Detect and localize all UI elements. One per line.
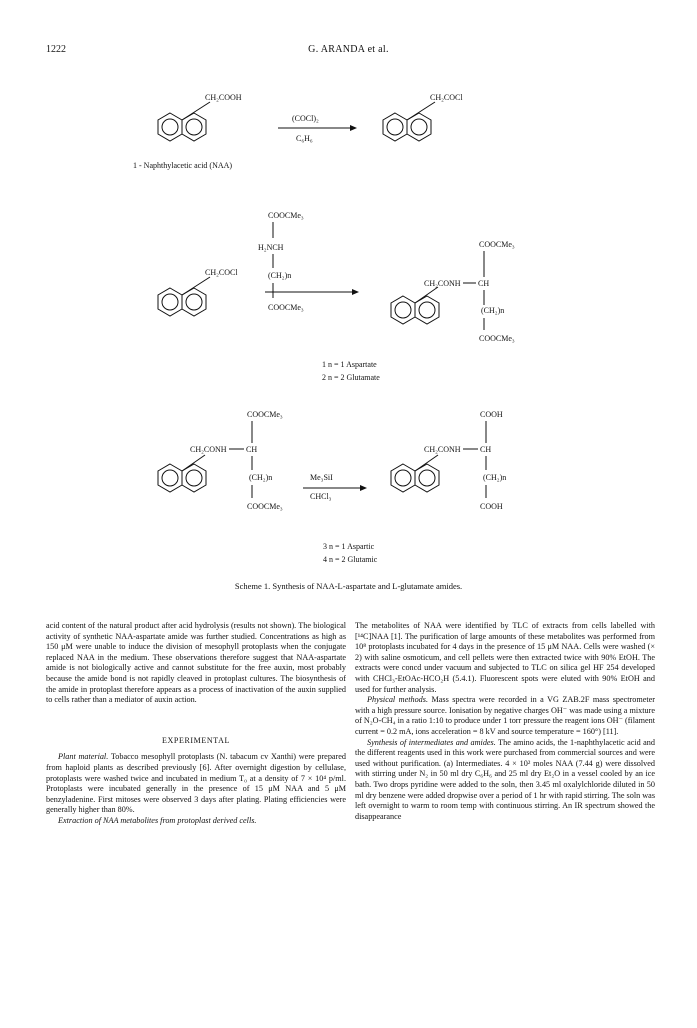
deprot-top-group: COOCMe₃: [247, 410, 283, 419]
product-1-label: 1 n = 1 Aspartate: [322, 360, 377, 369]
plant-material-body: Tobacco mesophyll protoplasts (N. tabacum cv Xanthi) were prepared from haploid plants as described previously [6]. After overnight digestion by cellulase, protoplasts were washed twice and incubated in medium T₀ at a density of 7 × 10⁴ p/ml. Protoplasts were incubated generally in the presence of 15 μM NAA and 5 μM benzyladenine. First mitoses were observed 3 days after plating. Plating efficiencies were generally higher than 80%.: [46, 752, 347, 815]
synthesis-lead: Synthesis of intermediates and amides.: [367, 737, 496, 747]
amide-ester-structure: [391, 240, 515, 343]
product-2-label: 2 n = 2 Glutamate: [322, 373, 380, 382]
left-column: [46, 621, 346, 827]
ester-top-group: COOCMe₃: [268, 211, 304, 220]
deprot-chain: (CH₂)n: [249, 473, 273, 482]
chlorination-reagent-bottom: C₆H₆: [296, 134, 313, 143]
extraction-lead: Extraction of NAA metabolites from protoplast derived cells.: [58, 815, 257, 825]
left-paragraph-1: acid content of the natural product after acid hydrolysis (results not shown). The biological activity of synthetic NAA-aspartate amide was further studied. Concentrations as high as 150 μM were unable to induce the division of mesophyll protoplasts when the conjugate replaced NAA in the medium. These observations therefore suggest that NAA-aspartate amide is not biologically active and cannot substitute for the free auxin, most probably because the amide bond is not rapidly cleaved in protoplast cultures. The biosynthesis of the amide in protoplast therefore appears as a process of inactivation of the auxin supplied to cells rather than a mediator of auxin action.: [46, 621, 346, 705]
right-paragraph-3: [355, 738, 655, 823]
ester-chain-label: (CH₂)n: [268, 271, 292, 280]
amide-acid-ch: CH: [480, 445, 492, 454]
right-column: [355, 621, 655, 822]
acid-chloride-structure: [383, 93, 463, 141]
amide-acid-bottom-cooh: COOH: [480, 502, 503, 511]
deprot-reagent-top: Me₃SiI: [310, 473, 333, 482]
chlorination-reagent-top: (COCl)₂: [292, 114, 319, 123]
scheme-caption: Scheme 1. Synthesis of NAA-L-aspartate and L-glutamate amides.: [234, 581, 463, 591]
left-paragraph-2: [46, 752, 346, 816]
deprotection-arrow: [303, 473, 367, 501]
physical-methods-body: Mass spectra were recorded in a VG ZAB.2F mass spectrometer with a high pressure source. Ionisation by negative charges OH⁻ was made using a mixture of N₂O-CH₄ in a ratio 1:10 to produce under 1 torr pressure the reagent ions OH⁻ (filament current = 0.2 mA, ions acceleration = 8 kV and source temperature = 160°) [11].: [355, 695, 656, 736]
naa-name-label: 1 - Naphthylacetic acid (NAA): [133, 161, 233, 170]
reactant-acid-chloride: [158, 268, 238, 316]
amide-acid-substituent: CH₂CONH: [424, 445, 461, 454]
deprot-reagent-bottom: CHCl₃: [310, 492, 332, 501]
reactant-acid-chloride-label: CH₂COCl: [205, 268, 238, 277]
synthesis-body: The amino acids, the 1-naphthylacetic acid and the different reagents used in this work were purchased from commercial sources and were used without purification. (a) Intermediates. 4 × 10² moles NAA (7.44 g) were dissolved with stirring under N₂ in 50 ml dry C₆H₆ and 25 ml dry Et₂O in a vessel cooled by an ice bath. Two drops pyridine were added to the soln, then 3.45 ml oxalylchloride diluted in 50 ml dry benzene were added dropwise over a period of 1 hr with rapid stirring. The soln was left overnight to warm to room temp with continuous stirring. An IR spectrum showed the disappearance: [355, 737, 655, 821]
amide-ester-top-group: COOCMe₃: [479, 240, 515, 249]
plant-material-lead: Plant material.: [58, 752, 109, 762]
section-heading: EXPERIMENTAL: [162, 735, 230, 745]
amide-acid-chain: (CH₂)n: [483, 473, 507, 482]
amide-ester-substituent: CH₂CONH: [424, 279, 461, 288]
amide-acid-structure: [391, 410, 506, 511]
coupling-arrow: [265, 289, 359, 295]
running-head: G. ARANDA et al.: [308, 44, 389, 55]
deprot-bottom-group: COOCMe₃: [247, 502, 283, 511]
chlorination-arrow: [278, 114, 357, 143]
right-paragraph-2: [355, 695, 655, 737]
amide-ester-chain: (CH₂)n: [481, 306, 505, 315]
amide-ester-bottom-group: COOCMe₃: [479, 334, 515, 343]
product-3-label: 3 n = 1 Aspartic: [323, 542, 375, 551]
deprot-amide-substituent: CH₂CONH: [190, 445, 227, 454]
left-paragraph-3: [46, 816, 346, 827]
ester-h2nch-label: H₂NCH: [258, 243, 284, 252]
ester-bottom-group: COOCMe₃: [268, 303, 304, 312]
naa-substituent-label: CH₂COOH: [205, 93, 242, 102]
deprotection-reactant: [158, 410, 283, 511]
product-4-label: 4 n = 2 Glutamic: [323, 555, 378, 564]
amide-ester-ch: CH: [478, 279, 490, 288]
physical-methods-lead: Physical methods.: [367, 695, 428, 705]
naa-structure: [133, 93, 242, 170]
deprot-ch: CH: [246, 445, 258, 454]
amino-ester-structure: [258, 211, 304, 312]
amide-acid-top-cooh: COOH: [480, 410, 503, 419]
acid-chloride-substituent-label: CH₂COCl: [430, 93, 463, 102]
right-paragraph-1: The metabolites of NAA were identified by TLC of extracts from cells labelled with [¹⁴C]NAA [1]. The purification of large amounts of these metabolites was performed from 10⁸ protoplasts incubated for 4 days in the presence of 15 μM NAA. Cells were washed (× 2) with saline osmoticum, and cell pellets were then extracted twice with 90% EtOH. The extracts were concd under vacuum and subjected to TLC on silica gel HF 254 developed with CHCl₃-EtOAc-HCO₂H (5.4.1). Fluorescent spots were eluted with 90% EtOH and used for further analysis.: [355, 621, 655, 694]
page-number: 1222: [46, 44, 66, 55]
